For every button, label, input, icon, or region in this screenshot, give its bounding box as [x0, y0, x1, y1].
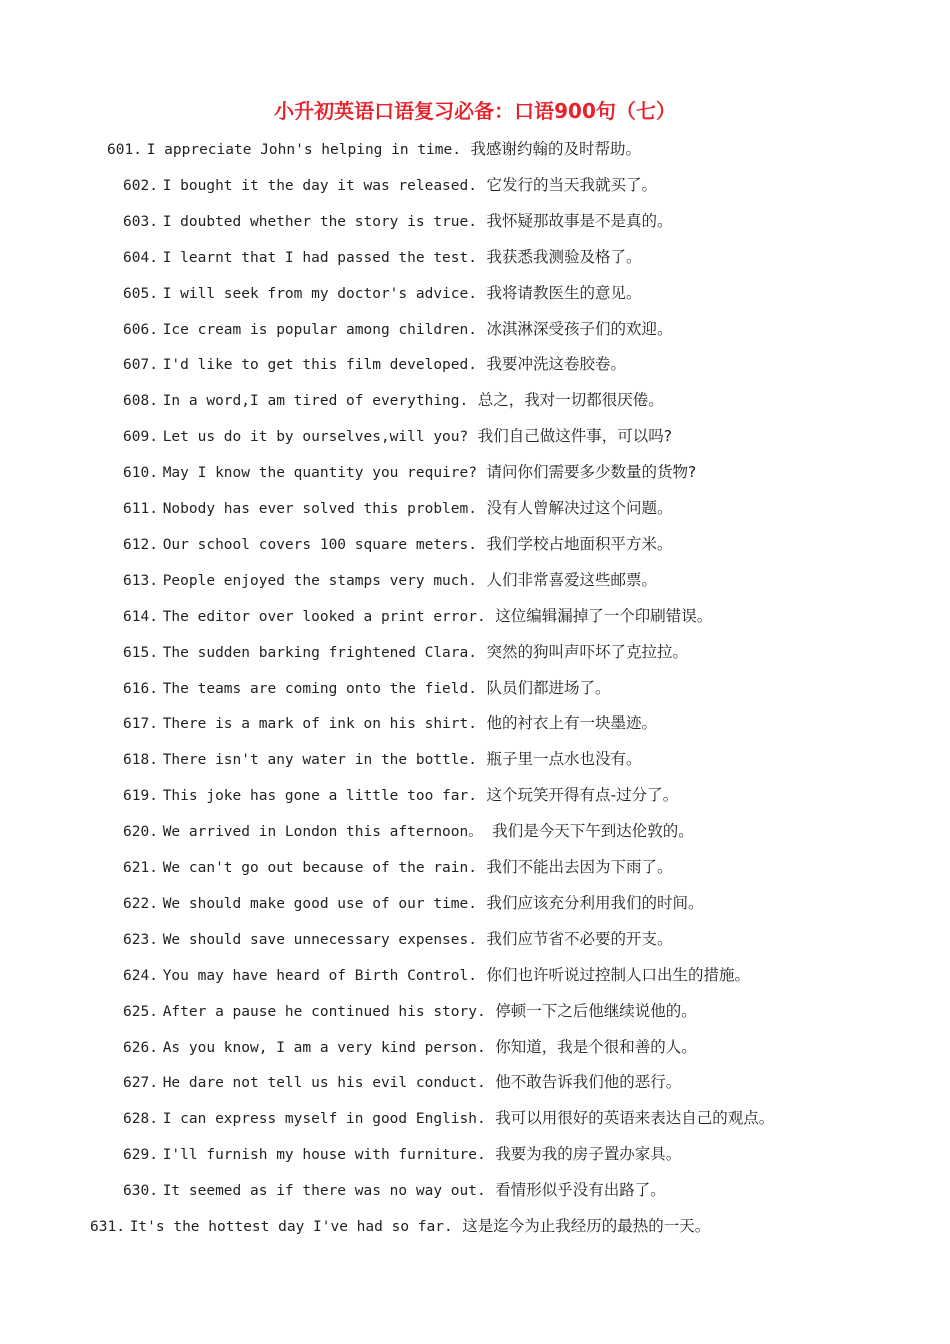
chinese-translation: 我要为我的房子置办家具。	[495, 1145, 682, 1164]
chinese-translation: 我们自己做这件事，可以吗?	[477, 427, 673, 446]
sentence-row	[123, 175, 657, 196]
chinese-translation: 我们不能出去因为下雨了。	[486, 858, 673, 876]
sentence-number: 601.	[107, 142, 142, 158]
chinese-translation: 我感谢约翰的及时帮助。	[470, 140, 642, 158]
sentence-row	[123, 965, 750, 986]
sentence-number: 608.	[123, 393, 158, 410]
english-sentence: This joke has gone a little too far.	[162, 788, 477, 805]
sentence-row	[123, 211, 673, 232]
sentence-row	[107, 139, 641, 160]
english-sentence: As you know, I am a very kind person.	[162, 1039, 486, 1056]
sentence-number: 606.	[123, 321, 158, 338]
chinese-translation: 我们应节省不必要的开支。	[486, 929, 673, 948]
sentence-row	[123, 498, 673, 519]
english-sentence: We can't go out because of the rain.	[162, 860, 477, 876]
chinese-translation: 突然的狗叫声吓坏了克拉拉。	[486, 642, 689, 661]
english-sentence: We should make good use of our time.	[162, 895, 477, 912]
english-sentence: People enjoyed the stamps very much.	[162, 572, 477, 589]
english-sentence: I learnt that I had passed the test.	[162, 249, 477, 266]
english-sentence: You may have heard of Birth Control.	[162, 967, 477, 984]
sentence-row	[123, 1144, 681, 1165]
chinese-translation: 我获悉我测验及格了。	[486, 247, 642, 266]
sentence-number: 603.	[123, 213, 158, 230]
english-sentence: The teams are coming onto the field.	[162, 680, 477, 697]
english-sentence: Nobody has ever solved this problem.	[162, 501, 477, 517]
sentence-number: 627.	[123, 1075, 158, 1092]
chinese-translation: 冰淇淋深受孩子们的欢迎。	[486, 319, 673, 338]
english-sentence: I bought it the day it was released.	[162, 177, 477, 194]
sentence-row	[123, 390, 664, 411]
sentence-number: 631.	[90, 1219, 125, 1235]
chinese-translation: 你知道，我是个很和善的人。	[495, 1037, 697, 1056]
sentence-number: 614.	[123, 608, 158, 625]
chinese-translation: 你们也许听说过控制人口出生的措施。	[486, 965, 751, 984]
sentence-row	[123, 354, 626, 375]
english-sentence: We arrived in London this afternoon。	[162, 824, 483, 841]
english-sentence: I'll furnish my house with furniture.	[162, 1147, 486, 1164]
sentence-number: 611.	[123, 501, 158, 517]
sentence-number: 605.	[123, 285, 158, 302]
sentence-number: 607.	[123, 357, 158, 374]
english-sentence: The sudden barking frightened Clara.	[162, 644, 477, 661]
chinese-translation: 他不敢告诉我们他的恶行。	[495, 1073, 682, 1092]
sentence-number: 613.	[123, 572, 158, 589]
english-sentence: It's the hottest day I've had so far.	[129, 1219, 453, 1235]
sentence-number: 620.	[123, 824, 158, 841]
sentence-number: 630.	[123, 1183, 158, 1200]
english-sentence: The editor over looked a print error.	[162, 608, 486, 625]
chinese-translation: 我们是今天下午到达伦敦的。	[492, 822, 694, 841]
sentence-row	[123, 857, 673, 878]
chinese-translation: 这个玩笑开得有点-过分了。	[486, 786, 679, 805]
sentence-row	[123, 642, 688, 663]
chinese-translation: 我怀疑那故事是不是真的。	[486, 211, 673, 230]
sentence-number: 617.	[123, 716, 158, 733]
chinese-translation: 我们学校占地面积平方米。	[486, 534, 673, 553]
sentence-row	[123, 1108, 774, 1129]
sentence-row	[123, 426, 672, 447]
chinese-translation: 人们非常喜爱这些邮票。	[486, 570, 658, 589]
sentence-number: 619.	[123, 788, 158, 805]
sentence-row	[123, 1001, 697, 1022]
chinese-translation: 我要冲洗这卷胶卷。	[486, 355, 627, 374]
sentence-row	[123, 678, 611, 699]
english-sentence: He dare not tell us his evil conduct.	[162, 1075, 486, 1092]
sentence-row	[123, 247, 642, 268]
chinese-translation: 我可以用很好的英语来表达自己的观点。	[495, 1109, 775, 1128]
sentence-row	[123, 606, 712, 627]
chinese-translation: 没有人曾解决过这个问题。	[486, 499, 673, 517]
english-sentence: Let us do it by ourselves,will you?	[162, 429, 469, 446]
english-sentence: After a pause he continued his story.	[162, 1003, 486, 1020]
sentence-row	[123, 1037, 697, 1058]
sentence-number: 612.	[123, 536, 158, 553]
sentence-row	[123, 785, 678, 806]
chinese-translation: 我将请教医生的意见。	[486, 283, 642, 302]
sentence-row	[123, 821, 694, 842]
sentence-number: 604.	[123, 249, 158, 266]
sentence-number: 618.	[123, 752, 158, 769]
sentence-row	[123, 1072, 681, 1093]
sentence-number: 621.	[123, 860, 158, 876]
sentence-number: 615.	[123, 644, 158, 661]
sentence-row	[123, 534, 673, 555]
sentence-number: 622.	[123, 895, 158, 912]
sentence-number: 624.	[123, 967, 158, 984]
sentence-row	[123, 713, 657, 734]
english-sentence: May I know the quantity you require?	[162, 465, 477, 482]
sentence-number: 625.	[123, 1003, 158, 1020]
english-sentence: I can express myself in good English.	[162, 1111, 486, 1128]
chinese-translation: 瓶子里一点水也没有。	[486, 750, 642, 769]
sentence-row	[123, 462, 696, 483]
english-sentence: It seemed as if there was no way out.	[162, 1183, 486, 1200]
english-sentence: I doubted whether the story is true.	[162, 213, 477, 230]
sentence-number: 616.	[123, 680, 158, 697]
english-sentence: I appreciate John's helping in time.	[146, 142, 461, 158]
english-sentence: I'd like to get this film developed.	[162, 357, 477, 374]
english-sentence: There is a mark of ink on his shirt.	[162, 716, 477, 733]
page-title: 小升初英语口语复习必备：口语900句（七）	[274, 99, 676, 123]
english-sentence: I will seek from my doctor's advice.	[162, 285, 477, 302]
sentence-row	[123, 749, 642, 770]
sentence-row	[123, 929, 673, 950]
english-sentence: Our school covers 100 square meters.	[162, 536, 477, 553]
sentence-row	[123, 570, 657, 591]
chinese-translation: 队员们都进场了。	[486, 678, 611, 697]
sentence-row	[90, 1216, 710, 1237]
sentence-row	[123, 1180, 666, 1201]
sentence-number: 623.	[123, 931, 158, 948]
chinese-translation: 他的衬衣上有一块墨迹。	[486, 714, 658, 733]
chinese-translation: 停顿一下之后他继续说他的。	[495, 1001, 697, 1020]
chinese-translation: 请问你们需要多少数量的货物?	[486, 463, 697, 482]
sentence-number: 602.	[123, 177, 158, 194]
chinese-translation: 这位编辑漏掉了一个印刷错误。	[495, 606, 713, 625]
chinese-translation: 总之，我对一切都很厌倦。	[477, 391, 664, 410]
chinese-translation: 它发行的当天我就买了。	[486, 175, 658, 194]
chinese-translation: 我们应该充分利用我们的时间。	[486, 893, 704, 912]
sentence-number: 628.	[123, 1111, 158, 1128]
english-sentence: There isn't any water in the bottle.	[162, 752, 477, 769]
sentence-number: 629.	[123, 1147, 158, 1164]
sentence-row	[123, 319, 673, 340]
sentence-number: 609.	[123, 429, 158, 446]
sentence-number: 626.	[123, 1039, 158, 1056]
chinese-translation: 这是迄今为止我经历的最热的一天。	[462, 1217, 711, 1235]
english-sentence: In a word,I am tired of everything.	[162, 393, 469, 410]
english-sentence: Ice cream is popular among children.	[162, 321, 477, 338]
english-sentence: We should save unnecessary expenses.	[162, 931, 477, 948]
chinese-translation: 看情形似乎没有出路了。	[495, 1181, 666, 1200]
sentence-row	[123, 893, 704, 914]
sentence-number: 610.	[123, 465, 158, 482]
sentence-row	[123, 283, 642, 304]
